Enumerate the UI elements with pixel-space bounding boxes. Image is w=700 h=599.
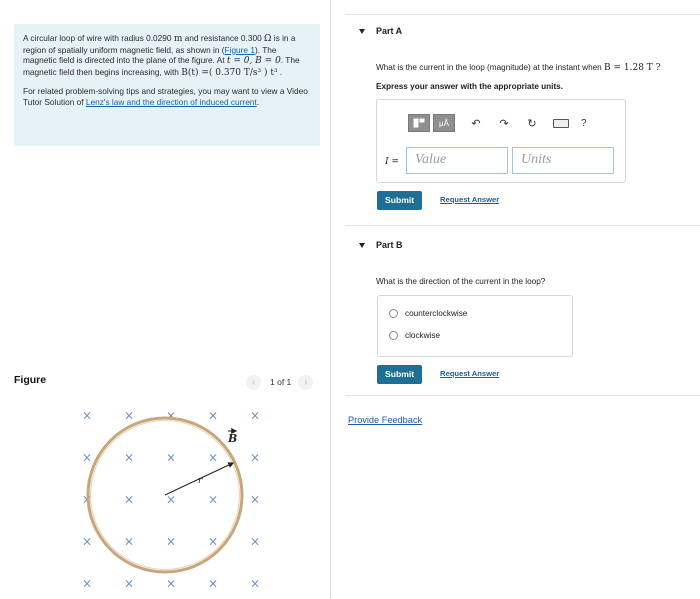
problem-statement (14, 24, 320, 146)
answer-box (376, 99, 626, 183)
x-mark: × (165, 576, 177, 591)
bottom-rule (345, 395, 700, 396)
x-mark: × (81, 534, 93, 549)
direction-choices (377, 295, 573, 357)
video-tutor-link[interactable]: Lenz's law and the direction of induced current (85, 96, 257, 107)
x-mark: × (207, 534, 219, 549)
x-mark: × (249, 576, 261, 591)
top-rule (345, 14, 700, 15)
part-a-submit-button[interactable]: Submit (377, 191, 422, 210)
x-mark: × (165, 450, 177, 465)
help-icon[interactable]: ? (581, 117, 587, 129)
part-b-submit-button[interactable]: Submit (377, 365, 422, 384)
figure-page-count: 1 of 1 (270, 377, 292, 387)
column-divider (330, 0, 331, 599)
field-formula: B(t) =( 0.370 T/s³ ) t³ (181, 67, 278, 78)
figure-pager (246, 374, 313, 390)
provide-feedback-link[interactable]: Provide Feedback (348, 415, 423, 425)
x-mark: × (81, 492, 93, 507)
radius-label: r (198, 476, 203, 486)
part-a-instruction: Express your answer with the appropriate units. (376, 82, 563, 91)
keyboard-icon[interactable] (553, 119, 569, 128)
part-b-request-answer-link[interactable]: Request Answer (440, 369, 500, 378)
x-mark: × (207, 450, 219, 465)
part-a-header[interactable] (359, 26, 402, 36)
part-b-rule (345, 225, 700, 226)
caret-down-icon (359, 243, 365, 248)
chevron-left-icon[interactable]: ‹ (246, 375, 261, 390)
choice-label: clockwise (405, 331, 441, 340)
chevron-right-icon[interactable]: › (298, 375, 313, 390)
undo-icon[interactable]: ↶ (471, 117, 481, 130)
template-icon[interactable] (408, 114, 430, 132)
reset-icon[interactable]: ↻ (527, 117, 537, 130)
units-input[interactable]: Units (512, 147, 614, 174)
magnetic-field-figure (70, 398, 270, 593)
x-mark: × (249, 534, 261, 549)
choice-clockwise[interactable] (389, 331, 440, 340)
caret-down-icon (359, 29, 365, 34)
x-mark: × (123, 492, 135, 507)
redo-icon[interactable]: ↷ (499, 117, 509, 130)
part-b-question: What is the direction of the current in the loop? (376, 277, 546, 286)
x-mark: × (81, 408, 93, 423)
x-mark: × (81, 576, 93, 591)
choice-counterclockwise[interactable] (389, 309, 467, 318)
x-mark: × (81, 450, 93, 465)
tips-text: For related problem-solving tips and strategies, you may want to view a Video Tutor Solution of Lenz's law and the direction of induced current. (23, 86, 308, 107)
problem-text: A circular loop of wire with radius 0.0290 m and resistance 0.300 Ω is in a region of spatially uniform magnetic field, as shown in (Figure 1). The magnetic field is directed into the plane of the figure. At t = 0, B = 0. The magnetic field then begins increasing, with B(t) =( 0.370 T/s³ ) t³ . (23, 33, 300, 78)
part-b-title: Part B (376, 240, 403, 250)
figure-heading: Figure (14, 374, 47, 386)
x-mark: × (249, 450, 261, 465)
x-mark: × (123, 408, 135, 423)
x-mark: × (207, 576, 219, 591)
x-mark: × (165, 534, 177, 549)
radio-counterclockwise[interactable] (389, 309, 398, 318)
x-mark: × (165, 492, 177, 507)
figure-link[interactable]: Figure 1 (224, 44, 255, 55)
radio-clockwise[interactable] (389, 331, 398, 340)
part-a-question: What is the current in the loop (magnitude) at the instant when B = 1.28 T ? (376, 63, 661, 73)
units-mu-button[interactable]: μÅ (433, 114, 455, 132)
x-mark: × (123, 534, 135, 549)
part-a-title: Part A (376, 26, 403, 36)
field-label: B (228, 432, 238, 445)
math-toolbar (408, 114, 587, 132)
choice-label: counterclockwise (405, 309, 468, 318)
value-input[interactable]: Value (406, 147, 508, 174)
part-a-request-answer-link[interactable]: Request Answer (440, 195, 500, 204)
current-variable-label: I = (385, 157, 399, 167)
x-mark: × (249, 408, 261, 423)
x-mark: × (123, 576, 135, 591)
x-mark: × (249, 492, 261, 507)
part-b-header[interactable] (359, 240, 403, 250)
x-mark: × (207, 492, 219, 507)
x-mark: × (207, 408, 219, 423)
x-mark: × (165, 408, 177, 423)
x-mark: × (123, 450, 135, 465)
